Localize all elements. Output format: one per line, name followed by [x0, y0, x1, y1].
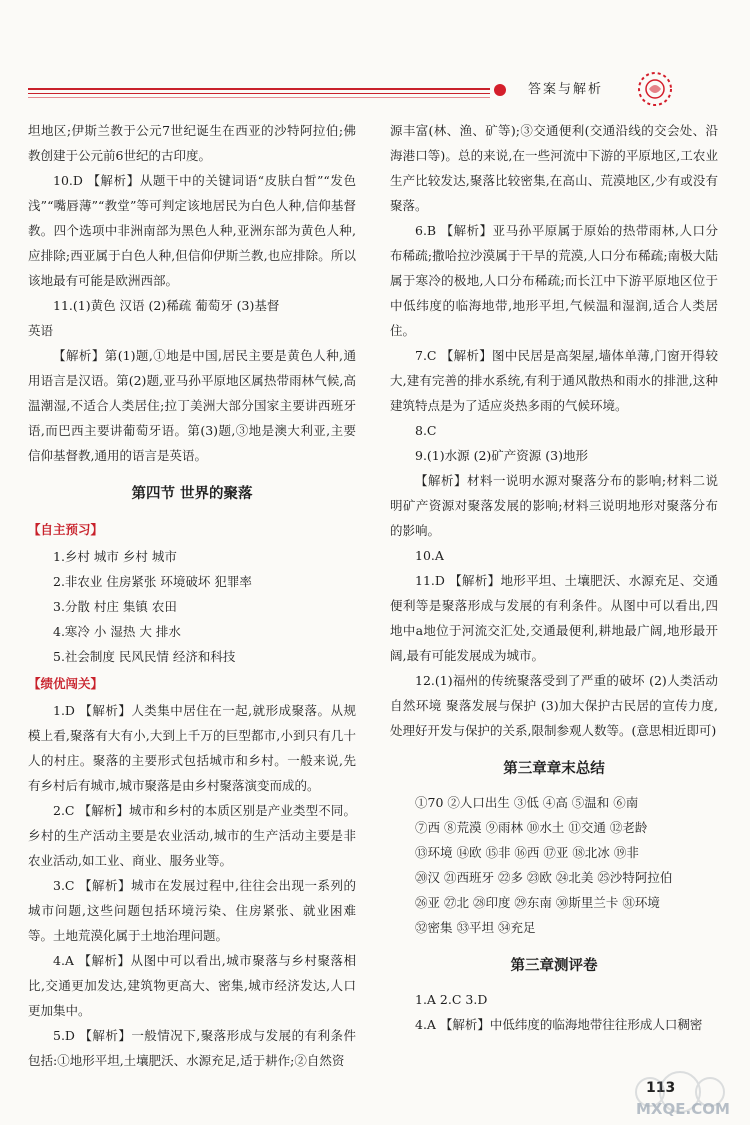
answer-paragraph: 10.A	[415, 548, 444, 563]
answer-paragraph: ①70 ②人口出生 ③低 ④高 ⑤温和 ⑥南	[415, 795, 639, 810]
answer-paragraph: 1.A 2.C 3.D	[415, 992, 488, 1007]
answer-paragraph: 8.C	[415, 423, 437, 438]
answer-paragraph: 2.C 【解析】城市和乡村的本质区别是产业类型不同。乡村的生产活动主要是农业活动,城市的生产活动主要是非农业活动,如工业、商业、服务业等。	[28, 803, 356, 868]
answer-paragraph: ⑳汉 ㉑西班牙 ㉒多 ㉓欧 ㉔北美 ㉕沙特阿拉伯	[415, 870, 673, 885]
answer-paragraph: 坦地区;伊斯兰教于公元7世纪诞生在西亚的沙特阿拉伯;佛教创建于公元前6世纪的古印度。	[28, 123, 356, 163]
answer-paragraph: ㉖亚 ㉗北 ㉘印度 ㉙东南 ㉚斯里兰卡 ㉛环境	[415, 895, 660, 910]
right-column	[390, 118, 718, 1037]
section-tag: 【自主预习】	[28, 522, 104, 537]
page-number: 113	[646, 1080, 676, 1096]
answer-paragraph: 1.D 【解析】人类集中居住在一起,就形成聚落。从规模上看,聚落有大有小,大到上千万的巨型都市,小到只有几十人的村庄。聚落的主要形式包括城市和乡村。一般来说,先有乡村后有城市,城市聚落是由乡村聚落演变而成的。	[28, 703, 356, 793]
section-title: 第四节 世界的聚落	[131, 486, 253, 502]
answer-paragraph: ㉜密集 ㉝平坦 ㉞充足	[415, 920, 536, 935]
answer-paragraph: 9.(1)水源 (2)矿产资源 (3)地形	[415, 448, 588, 463]
answer-paragraph: 7.C 【解析】图中民居是高架屋,墙体单薄,门窗开得较大,建有完善的排水系统,有利于通风散热和雨水的排泄,这种建筑特点是为了适应炎热多雨的气候环境。	[390, 348, 718, 413]
section-title: 第三章测评卷	[510, 958, 598, 974]
flower-emblem-icon	[636, 70, 674, 108]
answer-paragraph: 6.B 【解析】亚马孙平原属于原始的热带雨林,人口分布稀疏;撒哈拉沙漠属于干旱的荒漠,人口分布稀疏;南极大陆属于寒冷的极地,人口分布稀疏;而长江中下游平原地区位于中低纬度的临海地带,地形平坦,气候温和湿润,适合人类居住。	[390, 223, 718, 338]
red-dot-icon	[494, 84, 506, 96]
answer-paragraph: 4.A 【解析】从图中可以看出,城市聚落与乡村聚落相比,交通更加发达,建筑物更高大、密集,城市经济发达,人口更加集中。	[28, 953, 356, 1018]
answer-paragraph: 10.D 【解析】从题干中的关键词语“皮肤白皙”“发色浅”“嘴唇薄”“教堂”等可判定该地居民为白色人种,信仰基督教。四个选项中非洲南部为黑色人种,亚洲东部为黄色人种,应排除;西亚属于白色人种,但信仰伊斯兰教,也应排除。所以该地最有可能是欧洲西部。	[28, 173, 356, 288]
page-header	[0, 60, 750, 120]
answer-paragraph: 【解析】第(1)题,①地是中国,居民主要是黄色人种,通用语言是汉语。第(2)题,亚马孙平原地区属热带雨林气候,高温潮湿,不适合人类居住;拉丁美洲大部分国家主要讲西班牙语,而巴西主要讲葡萄牙语。第(3)题,③地是澳大利亚,主要信仰基督教,通用的语言是英语。	[28, 348, 356, 463]
header-rule	[28, 93, 490, 94]
answer-paragraph: 1.乡村 城市 乡村 城市	[53, 549, 177, 564]
header-rule	[28, 88, 490, 90]
header-label: 答案与解析	[528, 82, 604, 97]
answer-paragraph: 英语	[28, 323, 54, 338]
answer-paragraph: 5.社会制度 民风民情 经济和科技	[53, 649, 236, 664]
answer-paragraph: ⑦西 ⑧荒漠 ⑨雨林 ⑩水土 ⑪交通 ⑫老龄	[415, 820, 648, 835]
answer-paragraph: 3.C 【解析】城市在发展过程中,往往会出现一系列的城市问题,这些问题包括环境污染、住房紧张、就业困难等。土地荒漠化属于土地治理问题。	[28, 878, 356, 943]
watermark-text: MXQE.COM	[636, 1100, 730, 1118]
left-column	[28, 118, 356, 1073]
answer-paragraph: 3.分散 村庄 集镇 农田	[53, 599, 177, 614]
header-rule	[28, 97, 490, 98]
section-title: 第三章章末总结	[503, 761, 605, 777]
section-tag: 【绩优闯关】	[28, 676, 104, 691]
answer-paragraph: 11.D 【解析】地形平坦、土壤肥沃、水源充足、交通便利等是聚落形成与发展的有利条件。从图中可以看出,四地中a地位于河流交汇处,交通最便利,耕地最广阔,地形最开阔,最有可能发展成为城市。	[390, 573, 718, 663]
answer-paragraph: 4.寒冷 小 湿热 大 排水	[53, 624, 181, 639]
answer-paragraph: 5.D 【解析】一般情况下,聚落形成与发展的有利条件包括:①地形平坦,土壤肥沃、水源充足,适于耕作;②自然资	[28, 1028, 356, 1068]
answer-paragraph: 4.A 【解析】中低纬度的临海地带往往形成人口稠密	[415, 1017, 703, 1032]
answer-paragraph: 源丰富(林、渔、矿等);③交通便利(交通沿线的交会处、沿海港口等)。总的来说,在一些河流中下游的平原地区,工农业生产比较发达,聚落比较密集,在高山、荒漠地区,少有或没有聚落。	[390, 123, 718, 213]
answer-paragraph: 2.非农业 住房紧张 环境破坏 犯罪率	[53, 574, 252, 589]
answer-paragraph: ⑬环境 ⑭欧 ⑮非 ⑯西 ⑰亚 ⑱北冰 ⑲非	[415, 845, 639, 860]
answer-paragraph: 12.(1)福州的传统聚落受到了严重的破坏 (2)人类活动 自然环境 聚落发展与保护 (3)加大保护古民居的宣传力度,处理好开发与保护的关系,限制参观人数等。(意思相近即可)	[390, 673, 718, 738]
answer-paragraph: 【解析】材料一说明水源对聚落分布的影响;材料二说明矿产资源对聚落发展的影响;材料三说明地形对聚落分布的影响。	[390, 473, 718, 538]
answer-paragraph: 11.(1)黄色 汉语 (2)稀疏 葡萄牙 (3)基督	[53, 298, 280, 313]
